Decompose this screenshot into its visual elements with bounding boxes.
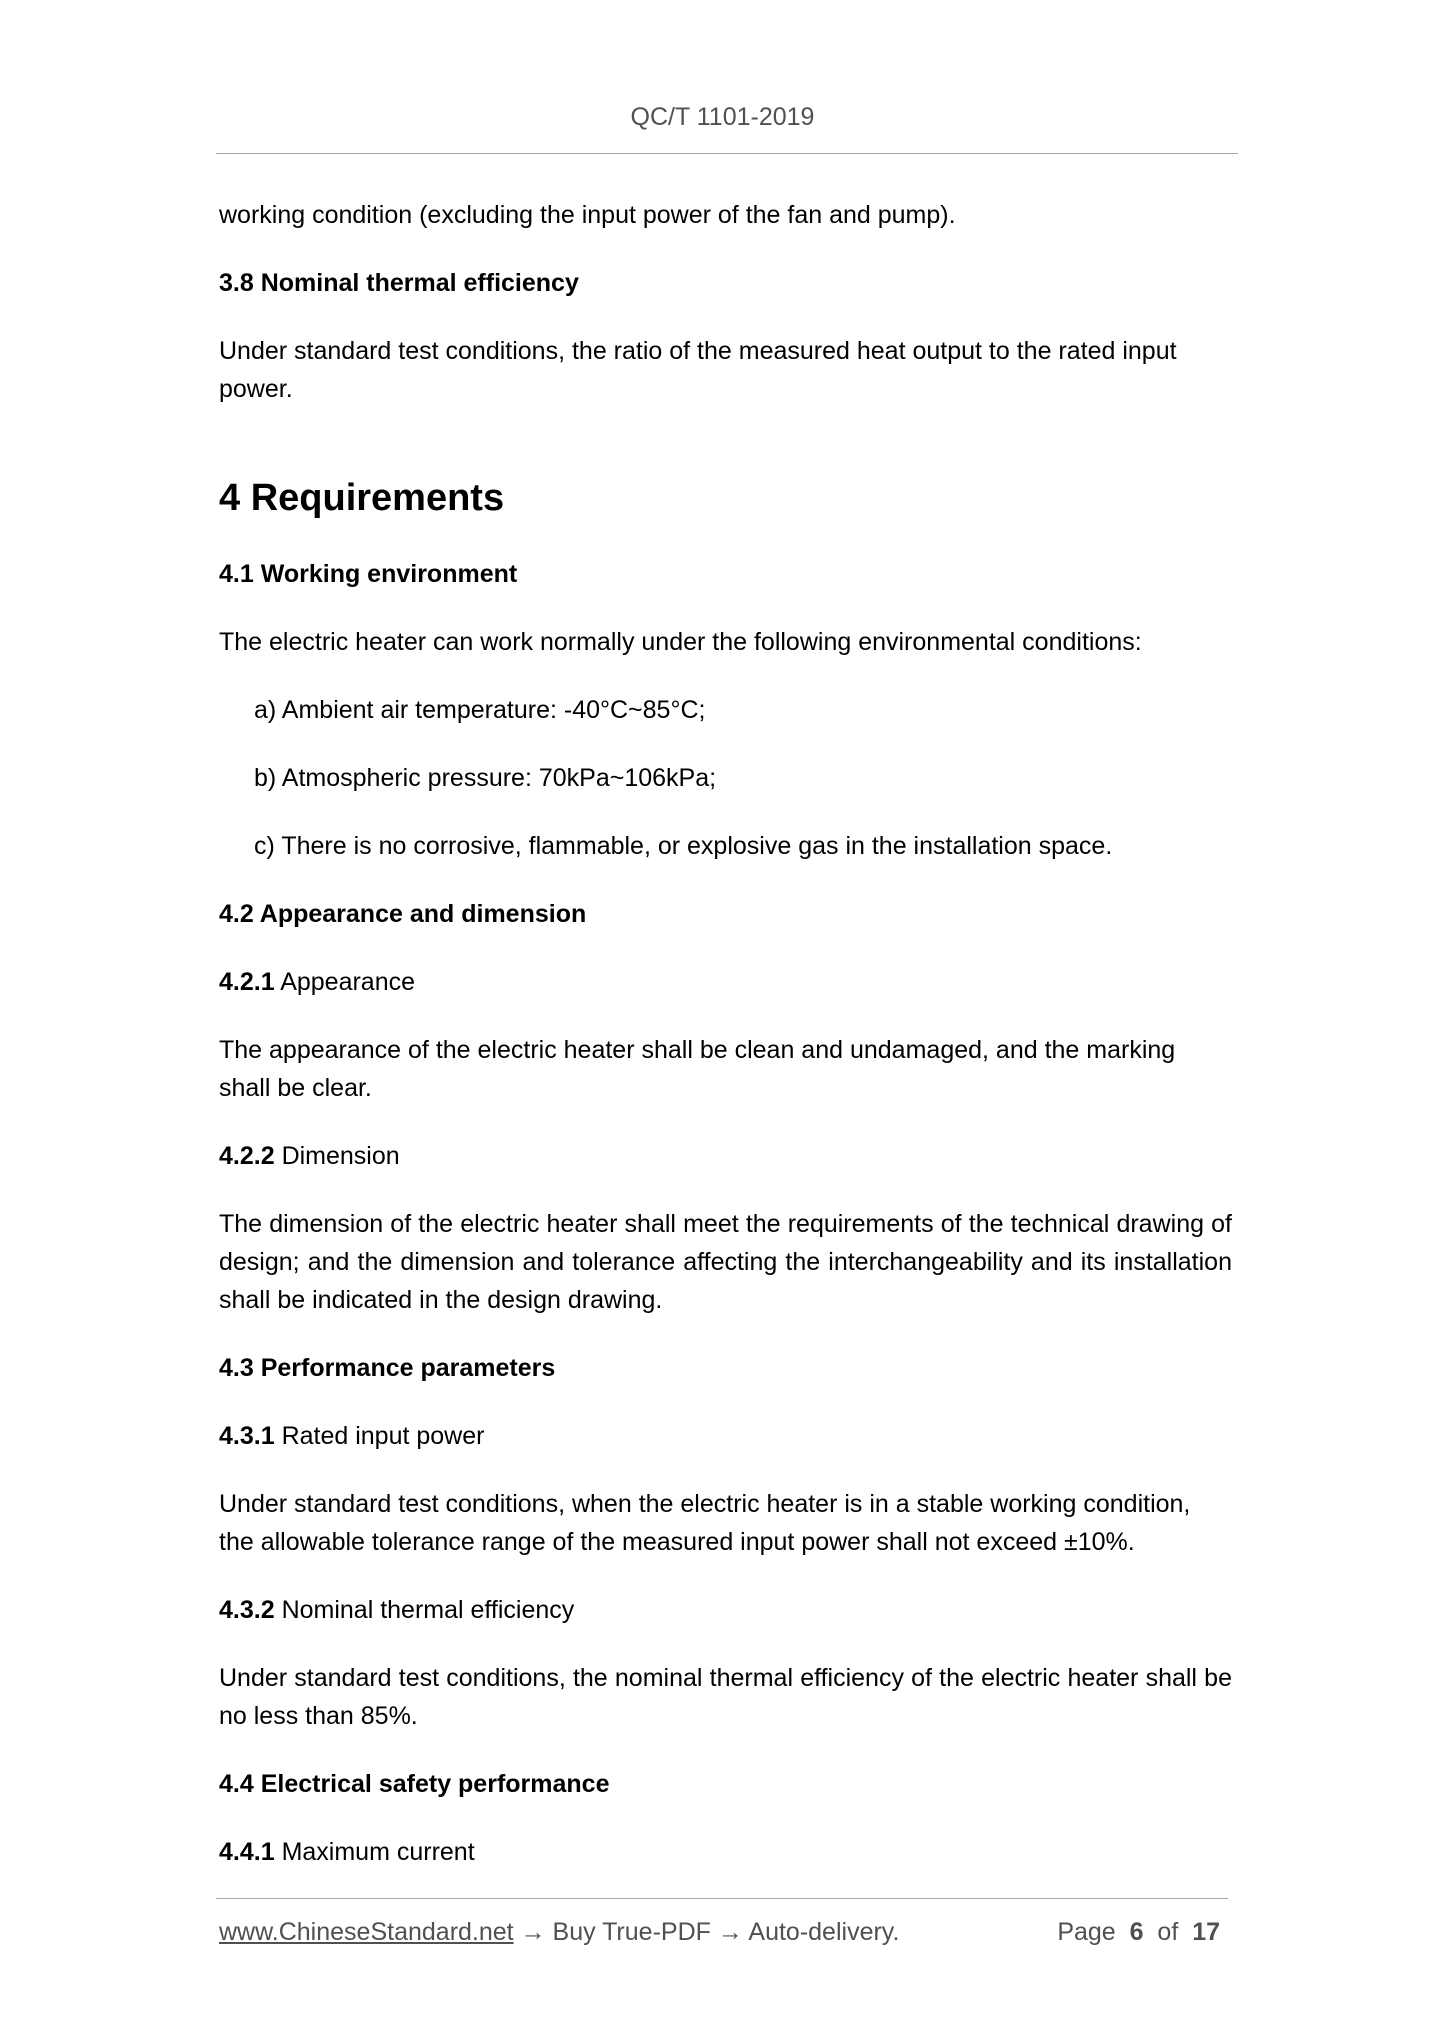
section-3-8-heading: 3.8 Nominal thermal efficiency bbox=[219, 269, 579, 297]
footer-divider bbox=[216, 1898, 1228, 1899]
section-title: Rated input power bbox=[281, 1422, 485, 1450]
document-code: QC/T 1101-2019 bbox=[630, 103, 815, 131]
list-item: c) There is no corrosive, flammable, or explosive gas in the installation space. bbox=[254, 832, 1113, 860]
section-4-2-1-heading bbox=[219, 963, 1232, 1001]
footer-tagline: → Buy True-PDF → Auto-delivery. bbox=[513, 1918, 900, 1946]
continuation-paragraph: working condition (excluding the input power of the fan and pump). bbox=[219, 201, 956, 229]
section-title: Appearance bbox=[280, 968, 416, 996]
chapter-4-heading: 4 Requirements bbox=[219, 477, 505, 519]
section-4-3-1-text: Under standard test conditions, when the electric heater is in a stable working condition, the allowable tolerance range of the measured input power shall not exceed ±10%. bbox=[219, 1490, 1191, 1556]
section-number: 4.2.2 bbox=[219, 1142, 275, 1170]
section-4-2-heading: 4.2 Appearance and dimension bbox=[219, 900, 587, 928]
section-number: 4.3.2 bbox=[219, 1596, 275, 1624]
page-content bbox=[219, 196, 1232, 1871]
section-4-3-2-text: Under standard test conditions, the nominal thermal efficiency of the electric heater shall be no less than 85%. bbox=[219, 1664, 1232, 1730]
section-4-4-1-heading bbox=[219, 1833, 1232, 1871]
current-page-number: 6 bbox=[1129, 1918, 1144, 1946]
section-4-1-heading: 4.1 Working environment bbox=[219, 560, 518, 588]
section-title: Maximum current bbox=[281, 1838, 475, 1866]
footer-promo bbox=[219, 1918, 899, 1947]
section-4-2-2-text: The dimension of the electric heater shall meet the requirements of the technical drawing of design; and the dimension and tolerance affecting the interchangeability and its installation shall be indicated in the design drawing. bbox=[219, 1210, 1232, 1314]
list-item: a) Ambient air temperature: -40°C~85°C; bbox=[254, 696, 706, 724]
section-4-2-2-heading bbox=[219, 1137, 1232, 1175]
section-title: Nominal thermal efficiency bbox=[281, 1596, 575, 1624]
section-4-4-heading: 4.4 Electrical safety performance bbox=[219, 1770, 610, 1798]
page-footer bbox=[219, 1918, 1232, 1958]
page-indicator bbox=[1057, 1918, 1220, 1947]
page-header bbox=[0, 103, 1445, 132]
section-4-3-1-heading bbox=[219, 1417, 1232, 1455]
website-link[interactable]: www.ChineseStandard.net bbox=[219, 1918, 514, 1946]
of-label: of bbox=[1157, 1918, 1179, 1946]
section-4-1-intro: The electric heater can work normally under the following environmental conditions: bbox=[219, 628, 1142, 656]
page-label: Page bbox=[1057, 1918, 1116, 1946]
section-4-3-2-heading bbox=[219, 1591, 1232, 1629]
section-number: 4.3.1 bbox=[219, 1422, 275, 1450]
section-title: Dimension bbox=[281, 1142, 400, 1170]
list-item: b) Atmospheric pressure: 70kPa~106kPa; bbox=[254, 764, 717, 792]
section-3-8-text: Under standard test conditions, the ratio of the measured heat output to the rated input power. bbox=[219, 337, 1177, 403]
total-pages-number: 17 bbox=[1192, 1918, 1220, 1946]
section-number: 4.2.1 bbox=[219, 968, 275, 996]
header-divider bbox=[216, 153, 1238, 154]
section-4-2-1-text: The appearance of the electric heater shall be clean and undamaged, and the marking shall be clear. bbox=[219, 1036, 1176, 1102]
section-number: 4.4.1 bbox=[219, 1838, 275, 1866]
section-4-3-heading: 4.3 Performance parameters bbox=[219, 1354, 556, 1382]
